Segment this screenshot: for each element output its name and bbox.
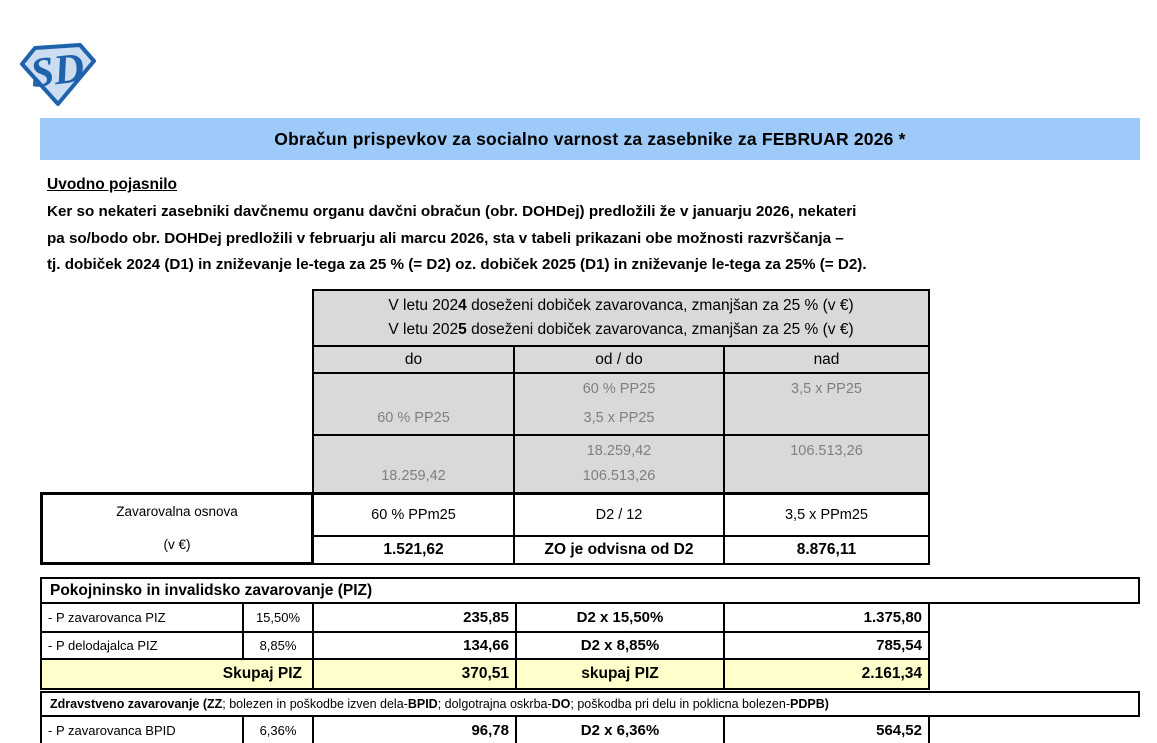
contribution-label: - P zavarovanca BPID [42, 717, 244, 743]
intro-line-3: tj. dobiček 2024 (D1) in zniževanje le-tega za 25 % (= D2) oz. dobiček 2025 (D1) in zniževanje le-tega za 25% (= D2). [47, 256, 867, 274]
base-formula-do: 60 % PPm25 [314, 495, 515, 535]
piz-row-delodajalec [42, 631, 928, 658]
sd-shield-logo [16, 40, 100, 110]
amount-nad: 106.513,26 [790, 443, 863, 459]
contribution-rate: 6,36% [244, 717, 314, 743]
pp-od-do [515, 374, 725, 434]
base-formula-nad: 3,5 x PPm25 [784, 507, 868, 523]
profit-bracket-table [312, 289, 930, 565]
zz-rows-table [40, 717, 930, 743]
piz-total-amount: 370,51 [314, 660, 517, 688]
logo-letters: SD [27, 44, 87, 98]
piz-section-title: Pokojninsko in invalidsko zavarovanje (PIZ) [40, 577, 1140, 604]
contribution-rate: 8,85% [244, 633, 314, 658]
zz-title-bold-zz: Zdravstveno zavarovanje (ZZ [50, 697, 223, 711]
contribution-amount-d2: 564,52 [876, 722, 922, 739]
insurance-base-label: Zavarovalna osnova [116, 504, 238, 519]
zz-row-bpid [42, 717, 928, 743]
amount-od-do [515, 436, 725, 492]
zz-title-bold-pdpb: PDPB) [790, 697, 829, 711]
base-formula-od-do: D2 / 12 [515, 495, 725, 535]
base-value-row [314, 535, 928, 563]
insurance-base-label-box [40, 492, 314, 565]
base-value-nad: 8.876,11 [796, 541, 857, 558]
base-formula-row [314, 492, 928, 535]
contribution-formula: D2 x 15,50% [517, 604, 725, 631]
piz-row-zavarovanec [42, 604, 928, 631]
intro-paragraph [47, 199, 867, 279]
amount-threshold-row [314, 434, 928, 492]
contribution-amount: 134,66 [314, 633, 517, 658]
piz-total-row [42, 658, 928, 688]
contribution-rate: 15,50% [244, 604, 314, 631]
piz-total-label: Skupaj PIZ [42, 660, 314, 688]
pp-threshold-row [314, 372, 928, 434]
pp-do: 60 % PP25 [314, 374, 515, 434]
pp-od-do-bottom: 3,5 x PP25 [583, 410, 655, 426]
col-header-do: do [314, 347, 515, 372]
zz-title-text: ; poškodba pri delu in poklicna bolezen- [570, 697, 790, 711]
base-value-od-do: ZO je odvisna od D2 [515, 537, 725, 563]
zz-title-bold-bpid: BPID [407, 697, 438, 711]
piz-total-formula: skupaj PIZ [517, 660, 725, 688]
contribution-amount-d2: 1.375,80 [863, 609, 922, 626]
insurance-base-unit: (v €) [163, 537, 191, 552]
contribution-label: - P zavarovanca PIZ [42, 604, 244, 631]
bracket-table-header [314, 291, 928, 345]
contribution-formula: D2 x 8,85% [517, 633, 725, 658]
col-header-nad: nad [813, 350, 840, 368]
page-title: Obračun prispevkov za socialno varnost za zasebnike za FEBRUAR 2026 * [40, 118, 1140, 160]
contribution-amount-d2: 785,54 [876, 637, 922, 654]
piz-total-amount-d2: 2.161,34 [725, 660, 928, 688]
contribution-amount: 235,85 [314, 604, 517, 631]
zz-section-title [40, 691, 1140, 717]
zz-title-bold-do: DO [551, 697, 571, 711]
bracket-header-line-2025: V letu 2025 doseženi dobiček zavarovanca, zmanjšan za 25 % (v €) [388, 321, 854, 338]
intro-line-2: pa so/bodo obr. DOHDej predložili v februarju ali marcu 2026, sta v tabeli prikazani obe možnosti razvrščanja – [47, 229, 844, 247]
contribution-label: - P delodajalca PIZ [42, 633, 244, 658]
col-header-od-do: od / do [515, 347, 725, 372]
amount-od-do-bottom: 106.513,26 [582, 468, 656, 484]
piz-rows-table [40, 604, 930, 690]
intro-heading: Uvodno pojasnilo [47, 176, 178, 193]
amount-od-do-top: 18.259,42 [586, 443, 652, 459]
zz-title-text: ; dolgotrajna oskrba- [437, 697, 552, 711]
amount-do: 18.259,42 [314, 436, 515, 492]
contribution-amount: 96,78 [314, 717, 517, 743]
base-value-do: 1.521,62 [314, 537, 515, 563]
contribution-formula: D2 x 6,36% [517, 717, 725, 743]
sd-shield-icon [16, 40, 100, 110]
bracket-column-headers [314, 345, 928, 372]
pp-nad: 3,5 x PP25 [791, 381, 862, 397]
zz-title-text: ; bolezen in poškodbe izven dela- [222, 697, 408, 711]
pp-od-do-top: 60 % PP25 [582, 381, 656, 397]
bracket-header-line-2024: V letu 2024 doseženi dobiček zavarovanca, zmanjšan za 25 % (v €) [388, 297, 854, 314]
intro-line-1: Ker so nekateri zasebniki davčnemu organu davčni obračun (obr. DOHDej) predložili že v januarju 2026, nekateri [47, 203, 857, 220]
